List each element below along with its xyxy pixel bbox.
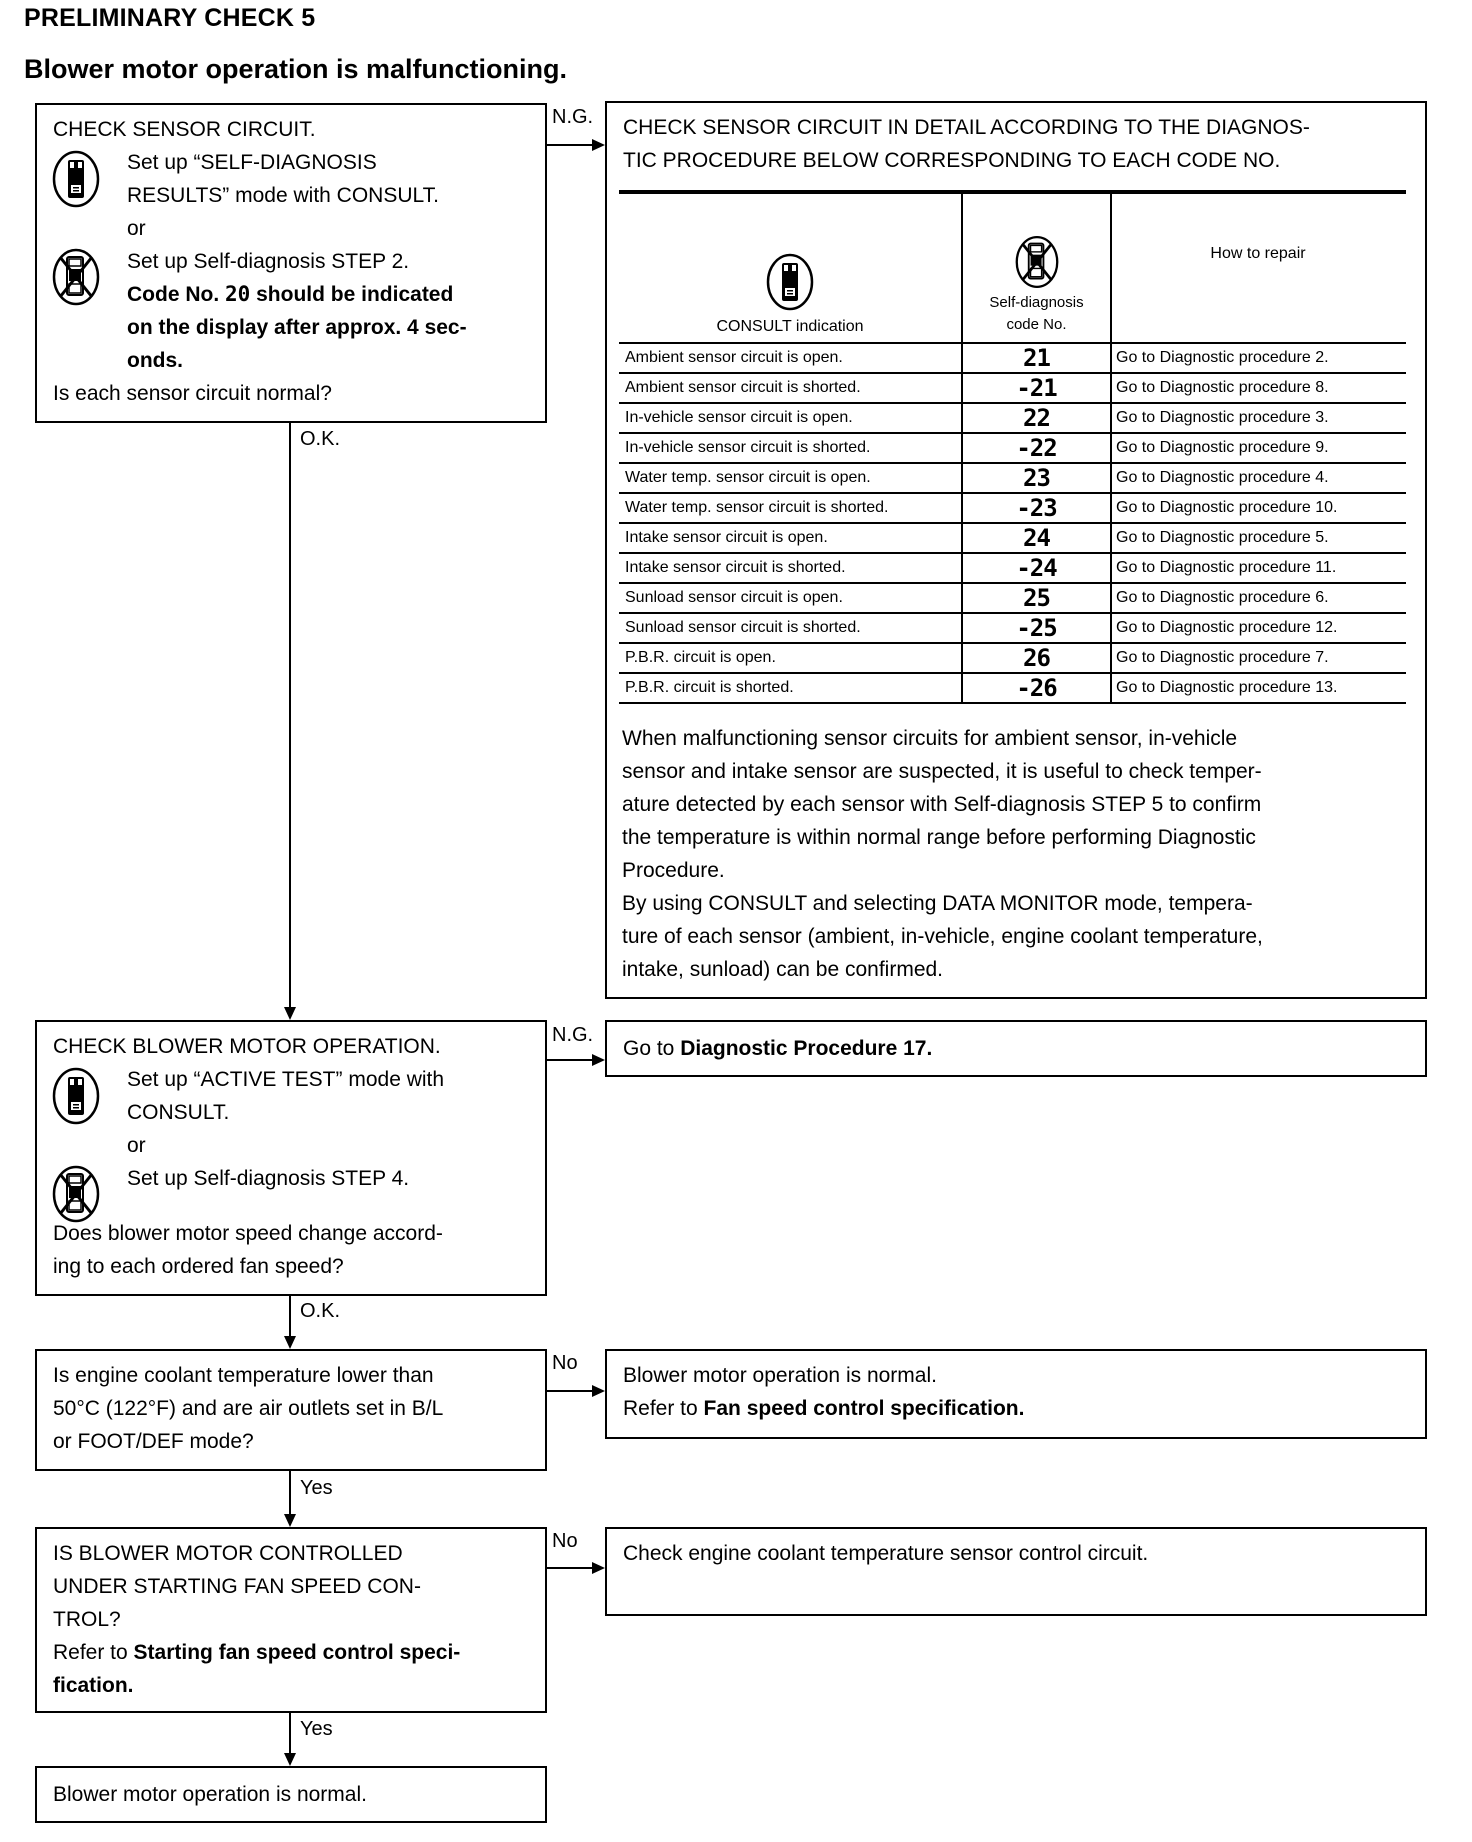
header-how-to-repair: How to repair: [1111, 194, 1406, 343]
cell-consult: Intake sensor circuit is open.: [619, 523, 962, 553]
cell-consult: Ambient sensor circuit is shorted.: [619, 373, 962, 403]
arrow-right-icon: [592, 1054, 605, 1066]
step2-question-line2: ing to each ordered fan speed?: [53, 1255, 344, 1278]
step1-ok-connector: [289, 423, 291, 1007]
step1-code-line1: [127, 278, 453, 311]
step2-ok-connector: [289, 1296, 291, 1336]
step3-line1: Is engine coolant temperature lower than: [53, 1364, 434, 1387]
diagnostic-code-table: [619, 194, 1406, 704]
cell-code: -21: [962, 373, 1111, 403]
step3-no-line2: [623, 1392, 1024, 1425]
step4-line4: [53, 1636, 460, 1669]
step4-yes-label: Yes: [300, 1718, 333, 1740]
cell-code: 26: [962, 643, 1111, 673]
step1-title: CHECK SENSOR CIRCUIT.: [53, 118, 316, 141]
step1-check-sensor-circuit-box: [35, 103, 547, 423]
step2-selfdiag-line1: Set up Self-diagnosis STEP 4.: [127, 1167, 410, 1190]
code-prefix: Code No.: [127, 283, 225, 306]
cell-consult: Sunload sensor circuit is open.: [619, 583, 962, 613]
step4-no-result-box: [605, 1527, 1427, 1616]
step2-or: or: [127, 1134, 146, 1157]
step5-line1: Blower motor operation is normal.: [53, 1783, 367, 1806]
step1-or: or: [127, 217, 146, 240]
step2-consult-line2: CONSULT.: [127, 1101, 230, 1124]
step3-line2: 50°C (122°F) and are air outlets set in B/L: [53, 1397, 444, 1420]
header-consult-label: CONSULT indication: [716, 318, 864, 335]
step1-ok-label: O.K.: [300, 428, 341, 450]
cell-consult: Sunload sensor circuit is shorted.: [619, 613, 962, 643]
cell-code: 24: [962, 523, 1111, 553]
table-row: [619, 523, 1406, 553]
cell-consult: Water temp. sensor circuit is open.: [619, 463, 962, 493]
table-header-row: [619, 194, 1406, 343]
step5-normal-result-box: [35, 1766, 547, 1823]
table-row: [619, 463, 1406, 493]
refer-prefix: Refer to: [623, 1397, 704, 1420]
ng-detail-line1: CHECK SENSOR CIRCUIT IN DETAIL ACCORDING TO THE DIAGNOS-: [623, 116, 1310, 139]
cell-repair: Go to Diagnostic procedure 13.: [1111, 673, 1406, 703]
cell-code: -24: [962, 553, 1111, 583]
cell-code: 23: [962, 463, 1111, 493]
note-line: intake, sunload) can be confirmed.: [622, 958, 944, 981]
cell-repair: Go to Diagnostic procedure 11.: [1111, 553, 1406, 583]
refer-prefix: Refer to: [53, 1641, 134, 1664]
step1-code-line2: on the display after approx. 4 sec-: [127, 316, 467, 339]
step1-ng-label: N.G.: [552, 106, 594, 128]
cell-consult: In-vehicle sensor circuit is shorted.: [619, 433, 962, 463]
cell-consult: Ambient sensor circuit is open.: [619, 343, 962, 373]
step4-line3: TROL?: [53, 1608, 121, 1631]
step4-no-line1: Check engine coolant temperature sensor control circuit.: [623, 1542, 1149, 1565]
cell-code: -22: [962, 433, 1111, 463]
arrow-down-icon: [284, 1007, 296, 1020]
fan-speed-spec-reference: Fan speed control specification.: [703, 1397, 1025, 1420]
table-row: [619, 433, 1406, 463]
ng-detail-line2: TIC PROCEDURE BELOW CORRESPONDING TO EACH CODE NO.: [623, 149, 1281, 172]
page-title: PRELIMINARY CHECK 5: [24, 4, 316, 32]
self-diagnosis-icon: [51, 247, 101, 307]
header-consult-indication: [619, 194, 962, 343]
header-self-diagnosis-code: [962, 194, 1111, 343]
step4-no-label: No: [552, 1530, 578, 1552]
starting-fan-spec-reference: Starting fan speed control speci-: [133, 1641, 461, 1664]
cell-consult: P.B.R. circuit is open.: [619, 643, 962, 673]
self-diagnosis-icon: [1014, 234, 1060, 290]
cell-consult: Water temp. sensor circuit is shorted.: [619, 493, 962, 523]
cell-repair: Go to Diagnostic procedure 3.: [1111, 403, 1406, 433]
step1-code-line3: onds.: [127, 349, 183, 372]
step1-selfdiag-line1: Set up Self-diagnosis STEP 2.: [127, 250, 410, 273]
step2-ng-label: N.G.: [552, 1024, 594, 1046]
note-line: the temperature is within normal range before performing Diagnostic: [622, 826, 1256, 849]
step2-ng-go-to-procedure-box: [605, 1020, 1427, 1077]
note-line: When malfunctioning sensor circuits for ambient sensor, in-vehicle: [622, 727, 1238, 750]
step1-consult-line1: Set up “SELF-DIAGNOSIS: [127, 151, 377, 174]
step1-ng-connector: [547, 144, 593, 146]
arrow-right-icon: [592, 1562, 605, 1574]
step2-consult-line1: Set up “ACTIVE TEST” mode with: [127, 1068, 445, 1091]
table-row: [619, 613, 1406, 643]
step3-line3: or FOOT/DEF mode?: [53, 1430, 254, 1453]
step3-yes-connector: [289, 1471, 291, 1514]
cell-code: 25: [962, 583, 1111, 613]
consult-tester-icon: [765, 252, 815, 312]
cell-code: -26: [962, 673, 1111, 703]
note-line: ature detected by each sensor with Self-diagnosis STEP 5 to confirm: [622, 793, 1262, 816]
arrow-down-icon: [284, 1336, 296, 1349]
table-row: [619, 403, 1406, 433]
cell-repair: Go to Diagnostic procedure 5.: [1111, 523, 1406, 553]
cell-code: 21: [962, 343, 1111, 373]
step2-check-blower-motor-box: [35, 1020, 547, 1296]
step2-ng-connector: [547, 1059, 593, 1061]
cell-repair: Go to Diagnostic procedure 6.: [1111, 583, 1406, 613]
code-suffix: should be indicated: [250, 283, 454, 306]
note-line: ture of each sensor (ambient, in-vehicle, engine coolant temperature,: [622, 925, 1263, 948]
table-row: [619, 553, 1406, 583]
cell-repair: Go to Diagnostic procedure 7.: [1111, 643, 1406, 673]
step3-no-connector: [547, 1390, 593, 1392]
arrow-right-icon: [592, 1385, 605, 1397]
step4-line5: fication.: [53, 1674, 134, 1697]
note-line: sensor and intake sensor are suspected, it is useful to check temper-: [622, 760, 1262, 783]
cell-repair: Go to Diagnostic procedure 4.: [1111, 463, 1406, 493]
table-row: [619, 643, 1406, 673]
step2-question-line1: Does blower motor speed change accord-: [53, 1222, 443, 1245]
sensor-note-paragraph: [622, 722, 1263, 986]
cell-consult: In-vehicle sensor circuit is open.: [619, 403, 962, 433]
step4-yes-connector: [289, 1713, 291, 1753]
arrow-down-icon: [284, 1514, 296, 1527]
step2-ok-label: O.K.: [300, 1300, 341, 1322]
cell-repair: Go to Diagnostic procedure 10.: [1111, 493, 1406, 523]
table-row: [619, 343, 1406, 373]
cell-consult: Intake sensor circuit is shorted.: [619, 553, 962, 583]
step2-title: CHECK BLOWER MOTOR OPERATION.: [53, 1035, 441, 1058]
step3-yes-label: Yes: [300, 1477, 333, 1499]
step3-no-result-box: [605, 1349, 1427, 1439]
page-subtitle: Blower motor operation is malfunctioning.: [24, 54, 568, 84]
note-line: Procedure.: [622, 859, 725, 882]
note-line: By using CONSULT and selecting DATA MONITOR mode, tempera-: [622, 892, 1253, 915]
step1-consult-line2: RESULTS” mode with CONSULT.: [127, 184, 439, 207]
self-diagnosis-icon: [51, 1164, 101, 1224]
table-row: [619, 493, 1406, 523]
table-row: [619, 583, 1406, 613]
step2-ng-text: [623, 1032, 932, 1065]
step3-no-label: No: [552, 1352, 578, 1374]
cell-consult: P.B.R. circuit is shorted.: [619, 673, 962, 703]
header-code-label-line1: Self-diagnosis: [989, 294, 1084, 311]
code-value: 20: [225, 282, 251, 306]
header-code-label-line2: code No.: [1006, 316, 1067, 333]
step4-no-connector: [547, 1567, 593, 1569]
step4-starting-fan-speed-box: [35, 1527, 547, 1713]
cell-repair: Go to Diagnostic procedure 2.: [1111, 343, 1406, 373]
step4-line1: IS BLOWER MOTOR CONTROLLED: [53, 1542, 403, 1565]
cell-code: -25: [962, 613, 1111, 643]
consult-tester-icon: [51, 1066, 101, 1126]
cell-repair: Go to Diagnostic procedure 8.: [1111, 373, 1406, 403]
diagnostic-procedure-17-link: Diagnostic Procedure 17.: [680, 1037, 933, 1060]
cell-repair: Go to Diagnostic procedure 9.: [1111, 433, 1406, 463]
table-row: [619, 673, 1406, 703]
step3-no-line1: Blower motor operation is normal.: [623, 1364, 937, 1387]
arrow-right-icon: [592, 139, 605, 151]
go-to-prefix: Go to: [623, 1037, 681, 1060]
cell-code: -23: [962, 493, 1111, 523]
step1-question: Is each sensor circuit normal?: [53, 382, 332, 405]
table-row: [619, 373, 1406, 403]
step4-line2: UNDER STARTING FAN SPEED CON-: [53, 1575, 421, 1598]
cell-code: 22: [962, 403, 1111, 433]
cell-repair: Go to Diagnostic procedure 12.: [1111, 613, 1406, 643]
arrow-down-icon: [284, 1753, 296, 1766]
consult-tester-icon: [51, 149, 101, 209]
step3-coolant-temperature-box: [35, 1349, 547, 1471]
